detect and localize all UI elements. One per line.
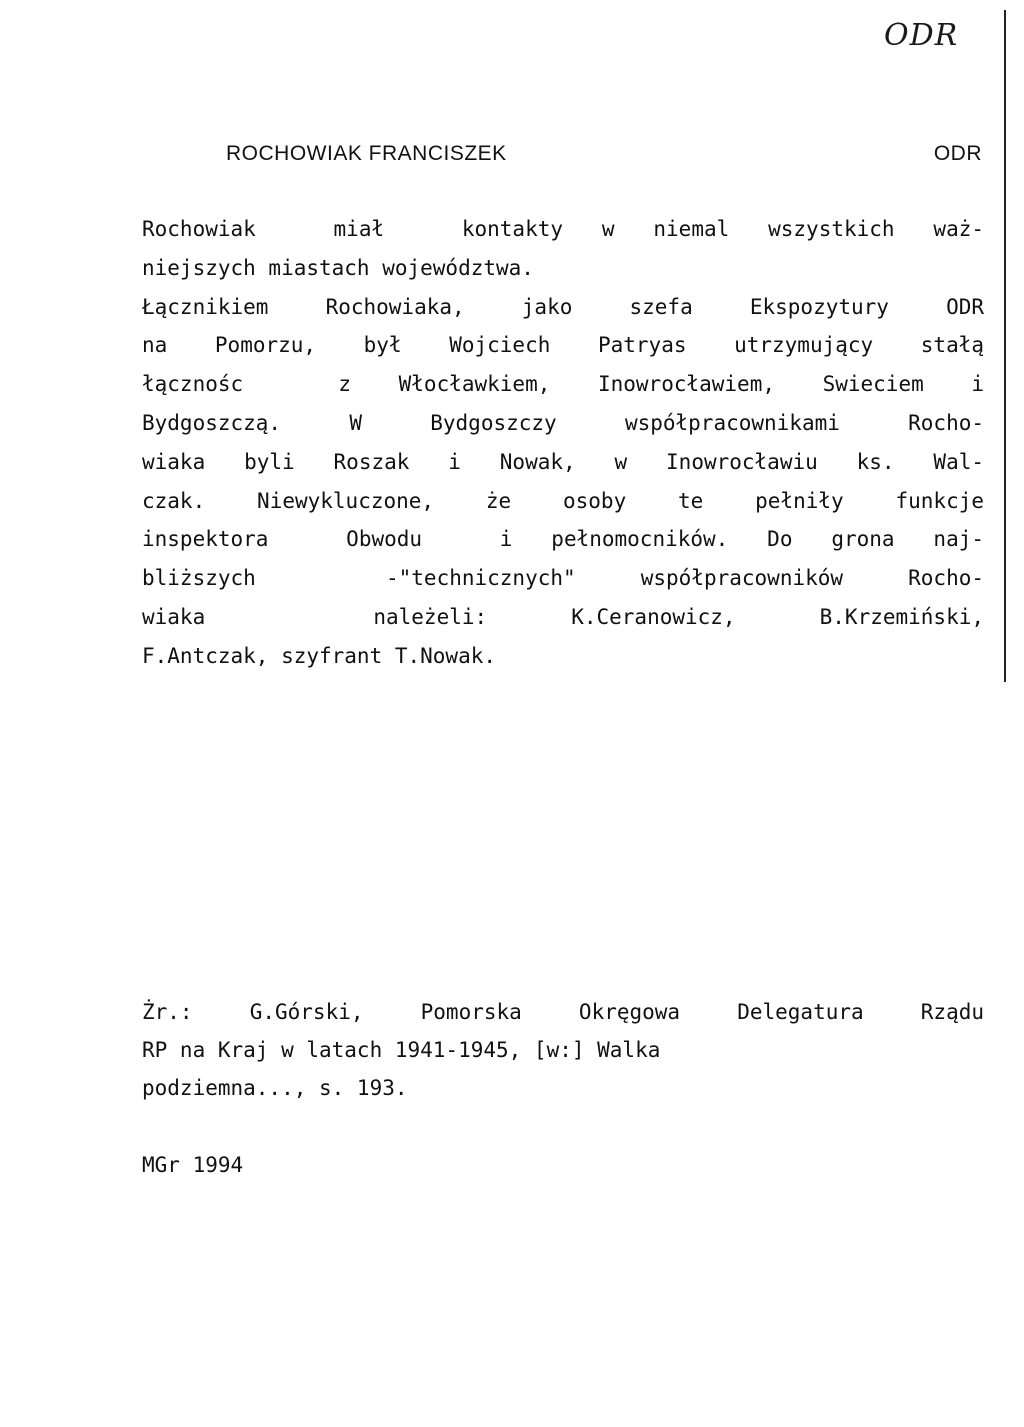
body-line: bliższych -"technicznych" współpracowników Rocho- bbox=[142, 566, 984, 591]
body-line: inspektora Obwodu i pełnomocników. Do grona naj- bbox=[142, 527, 984, 552]
handwritten-mark: ODR bbox=[884, 18, 959, 53]
body-line: czak. Niewykluczone, że osoby te pełniły funkcje bbox=[142, 488, 984, 513]
body-line: niejszych miastach województwa. bbox=[142, 255, 534, 280]
page-edge-line bbox=[1004, 10, 1006, 682]
body-line: Bydgoszczą. W Bydgoszczy współpracownikami Rocho- bbox=[142, 410, 984, 435]
source-line: Żr.: G.Górski, Pomorska Okręgowa Delegatura Rządu bbox=[142, 1000, 984, 1024]
body-line: Rochowiak miał kontakty w niemal wszystkich waż- bbox=[142, 217, 984, 241]
source-line: podziemna..., s. 193. bbox=[142, 1076, 408, 1100]
source-line: RP na Kraj w latach 1941-1945, [w:] Walka bbox=[142, 1038, 661, 1062]
biography-paragraph bbox=[142, 210, 984, 676]
person-name-heading: ROCHOWIAK FRANCISZEK bbox=[226, 142, 507, 165]
body-line: Łącznikiem Rochowiaka, jako szefa Ekspozytury ODR bbox=[142, 294, 984, 319]
body-line: łącznośc z Włocławkiem, Inowrocławiem, Swieciem i bbox=[142, 372, 984, 397]
body-line: wiaka byli Roszak i Nowak, w Inowrocławiu ks. Wal- bbox=[142, 449, 984, 474]
document-header bbox=[226, 142, 982, 172]
organization-code: ODR bbox=[933, 142, 982, 165]
source-citation bbox=[142, 993, 984, 1107]
body-line: wiaka należeli: K.Ceranowicz, B.Krzemiński, bbox=[142, 604, 984, 629]
author-signature: MGr 1994 bbox=[142, 1153, 244, 1177]
body-line: F.Antczak, szyfrant T.Nowak. bbox=[142, 643, 497, 668]
body-line: na Pomorzu, był Wojciech Patryas utrzymujący stałą bbox=[142, 333, 984, 358]
